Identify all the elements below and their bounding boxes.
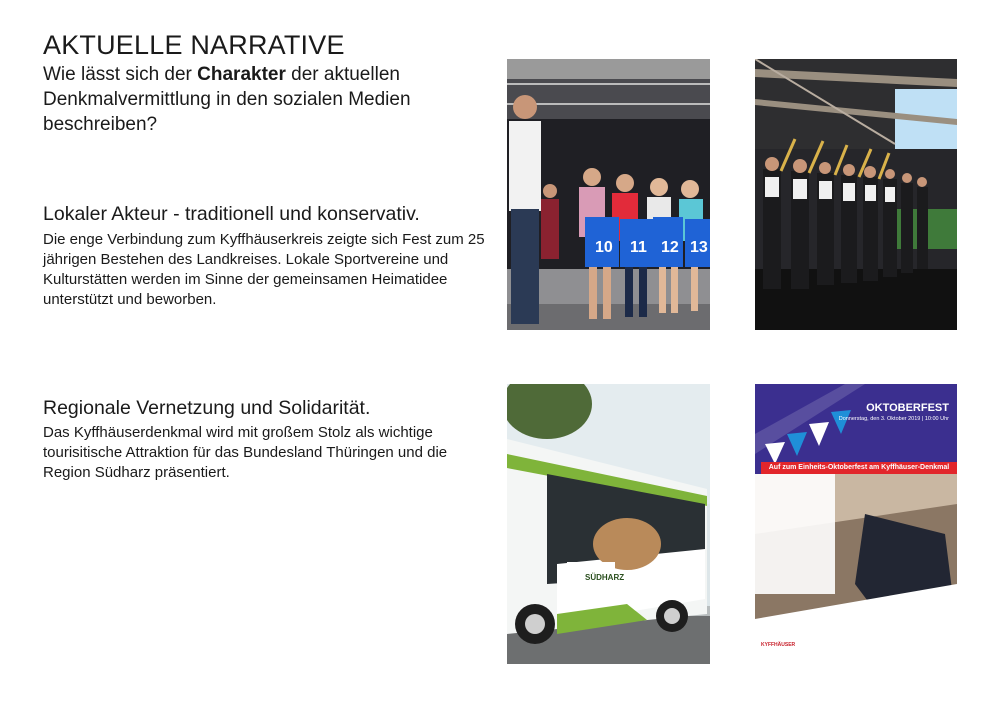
photo-stage-children [507, 59, 710, 330]
question-prefix: Wie lässt sich der [43, 64, 198, 85]
poster-title: OKTOBERFEST [866, 402, 949, 414]
photo-stage-band [755, 59, 957, 330]
section-2-body: Das Kyffhäuserdenkmal wird mit großem Stolz als wichtige tourisitische Attraktion für das Bundesland Thüringen und die Region Südharz präsentiert. [43, 424, 448, 481]
poster-illustration [755, 384, 957, 658]
page-question [43, 62, 493, 137]
jersey-number: 10 [595, 239, 613, 256]
section-2-heading: Regionale Vernetzung und Solidarität. [43, 397, 371, 419]
page-title: AKTUELLE NARRATIVE [43, 30, 345, 60]
section-1-heading: Lokaler Akteur - traditionell und konservativ. [43, 203, 420, 225]
poster-date: Donnerstag, den 3. Oktober 2019 | 10:00 Uhr [838, 416, 949, 422]
poster-band: Auf zum Einheits-Oktoberfest am Kyffhäuser-Denkmal [761, 462, 957, 474]
photo-oktoberfest-poster [755, 384, 957, 658]
stage-children-illustration [507, 59, 710, 330]
question-suffix: der aktuellen Denkmalvermittlung in den sozialen Medien beschreiben? [43, 64, 411, 135]
jersey-number: 12 [661, 239, 679, 256]
jersey-number: 11 [630, 239, 647, 256]
bus-ad-text: SÜDHARZ [585, 573, 625, 582]
section-1-body: Die enge Verbindung zum Kyffhäuserkreis zeigte sich Fest zum 25 jährigen Bestehen des Landkreises. Lokale Sportvereine und Kulturstätten werden im Sinne der gemeinsamen Heimatidee unterstützt und beworben. [43, 231, 485, 308]
poster-logo: KYFFHÄUSER [761, 642, 796, 648]
bus-illustration [507, 384, 710, 664]
stage-band-illustration [755, 59, 957, 330]
photo-bus [507, 384, 710, 664]
jersey-number: 13 [690, 239, 708, 256]
question-bold: Charakter [197, 64, 286, 85]
